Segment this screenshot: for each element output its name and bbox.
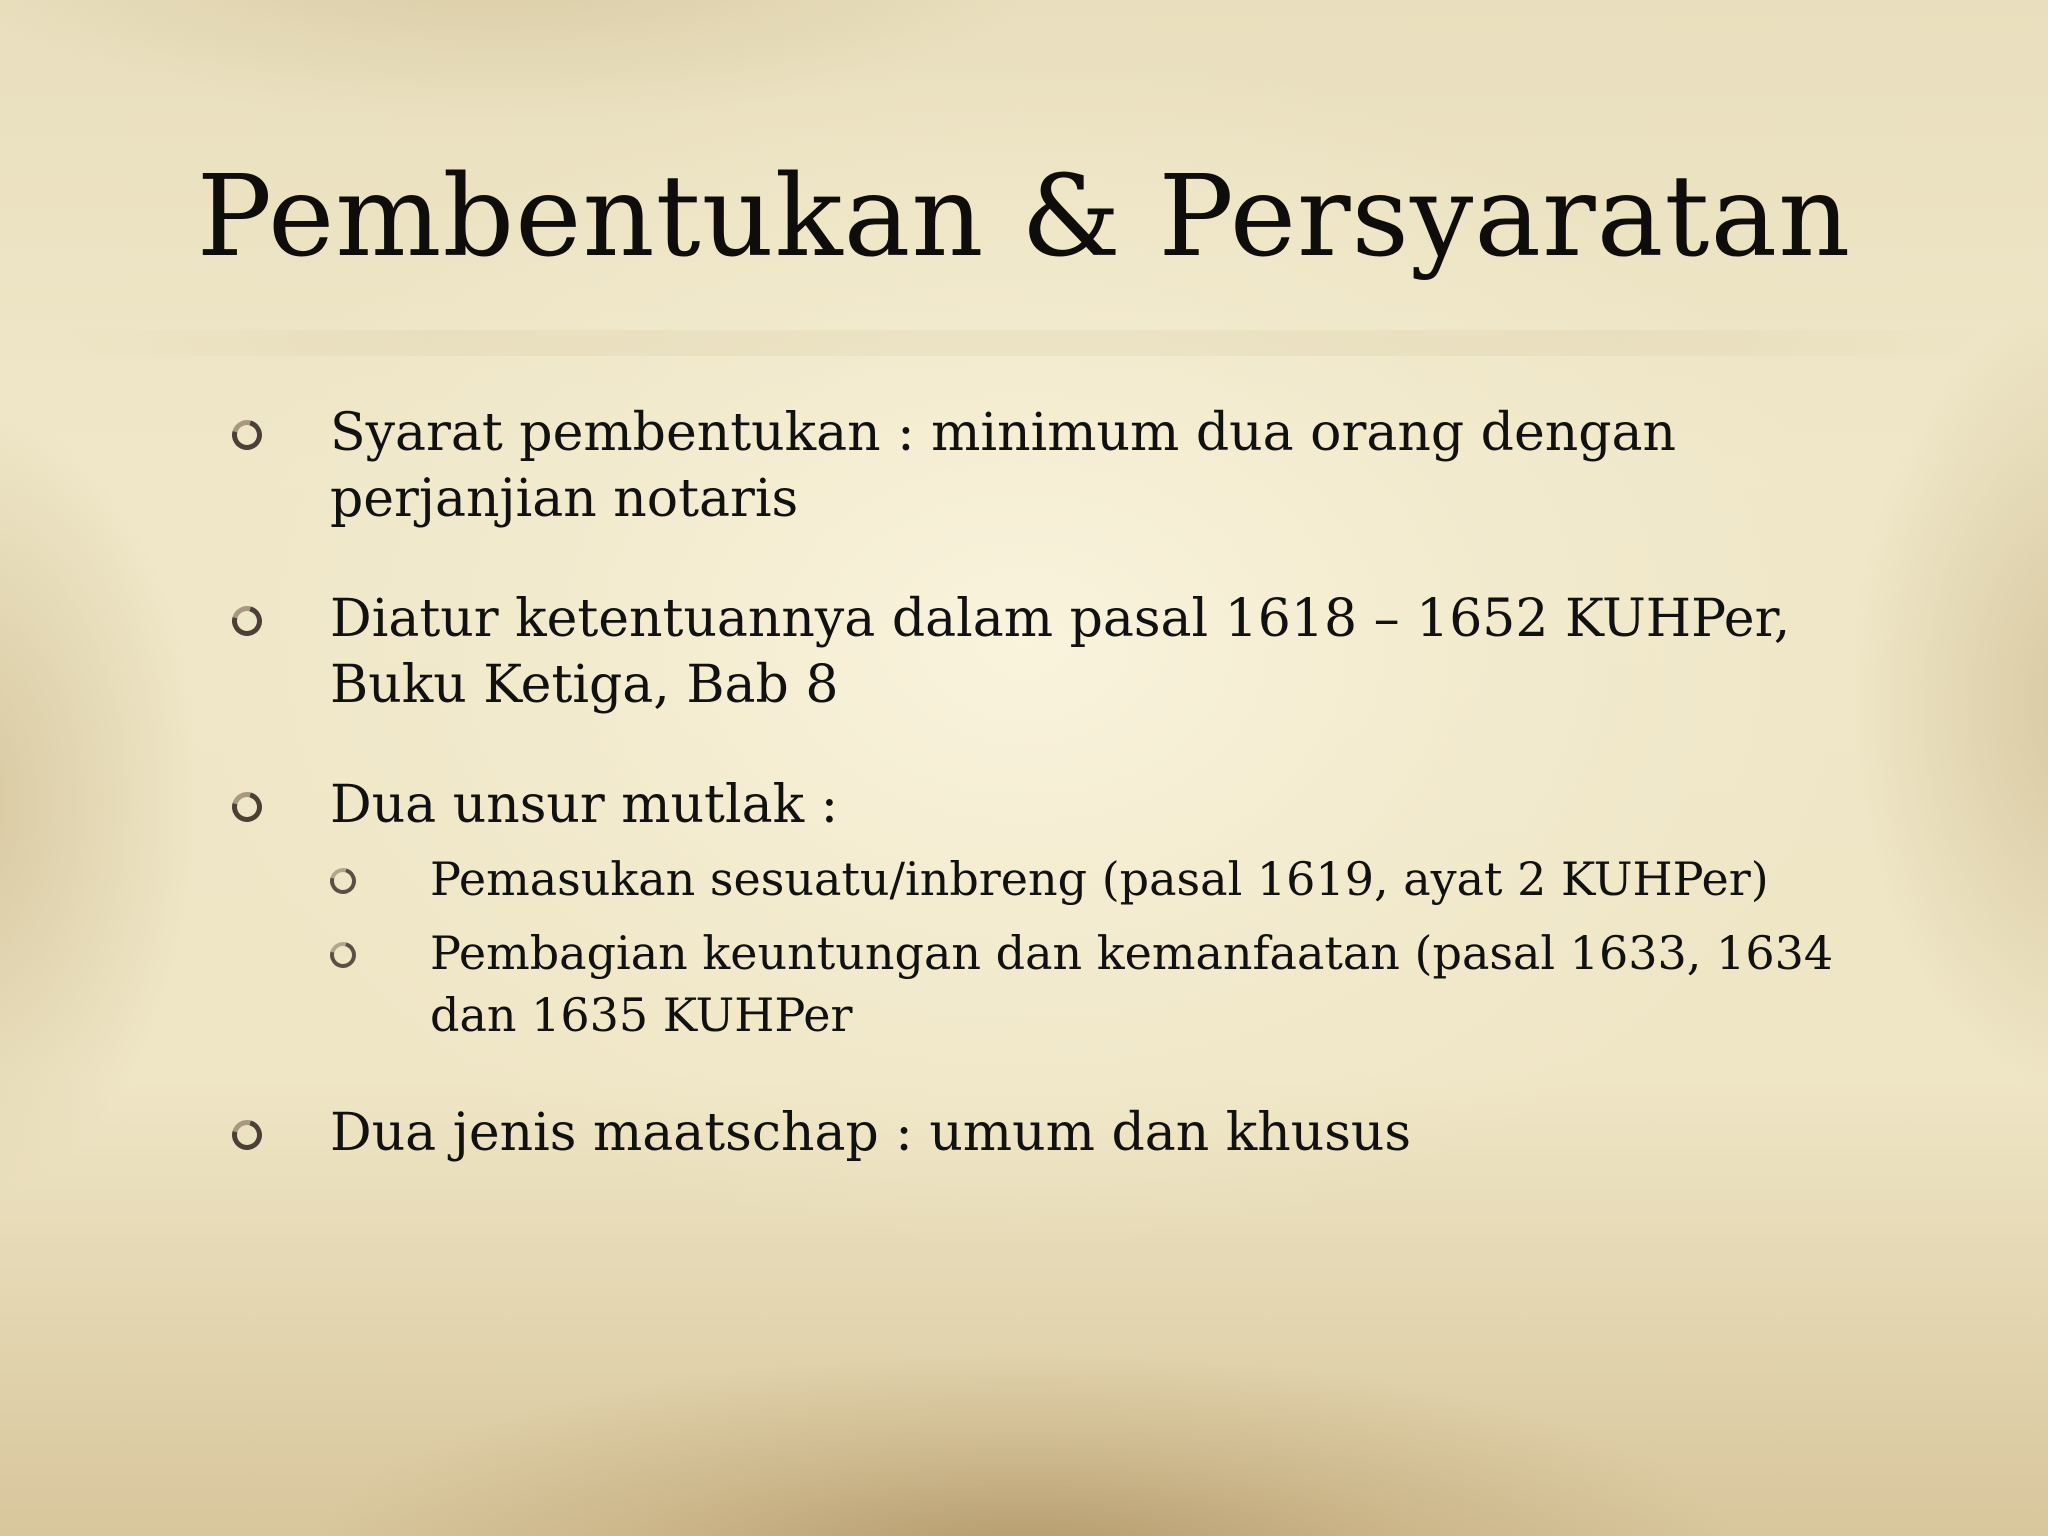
- ring-bullet-icon: [227, 601, 268, 642]
- ring-bullet-icon: [227, 415, 268, 456]
- ring-bullet-icon: [227, 1115, 268, 1156]
- subbullet-list: [330, 848, 1840, 1046]
- subbullet-text: Pemasukan sesuatu/inbreng (pasal 1619, ayat 2 KUHPer): [430, 852, 1769, 906]
- bullet-item: [220, 1100, 1840, 1166]
- bullet-text: Dua unsur mutlak :: [330, 775, 839, 835]
- subbullet-item: [330, 922, 1840, 1046]
- bullet-list: [220, 400, 1840, 1220]
- ring-bullet-icon: [325, 863, 361, 899]
- ring-bullet-icon: [325, 937, 361, 973]
- ring-bullet-icon: [227, 787, 268, 828]
- subbullet-item: [330, 848, 1840, 910]
- bullet-text: Dua jenis maatschap : umum dan khusus: [330, 1103, 1412, 1163]
- subbullet-text: Pembagian keuntungan dan kemanfaatan (pasal 1633, 1634 dan 1635 KUHPer: [430, 926, 1834, 1042]
- title-underline-band: [60, 330, 1988, 356]
- bullet-text: Diatur ketentuannya dalam pasal 1618 – 1652 KUHPer, Buku Ketiga, Bab 8: [330, 589, 1791, 715]
- bullet-item: [220, 586, 1840, 718]
- bullet-item: [220, 772, 1840, 1046]
- bullet-text: Syarat pembentukan : minimum dua orang dengan perjanjian notaris: [330, 403, 1676, 529]
- slide-title: Pembentukan & Persyaratan: [196, 152, 1852, 282]
- bullet-item: [220, 400, 1840, 532]
